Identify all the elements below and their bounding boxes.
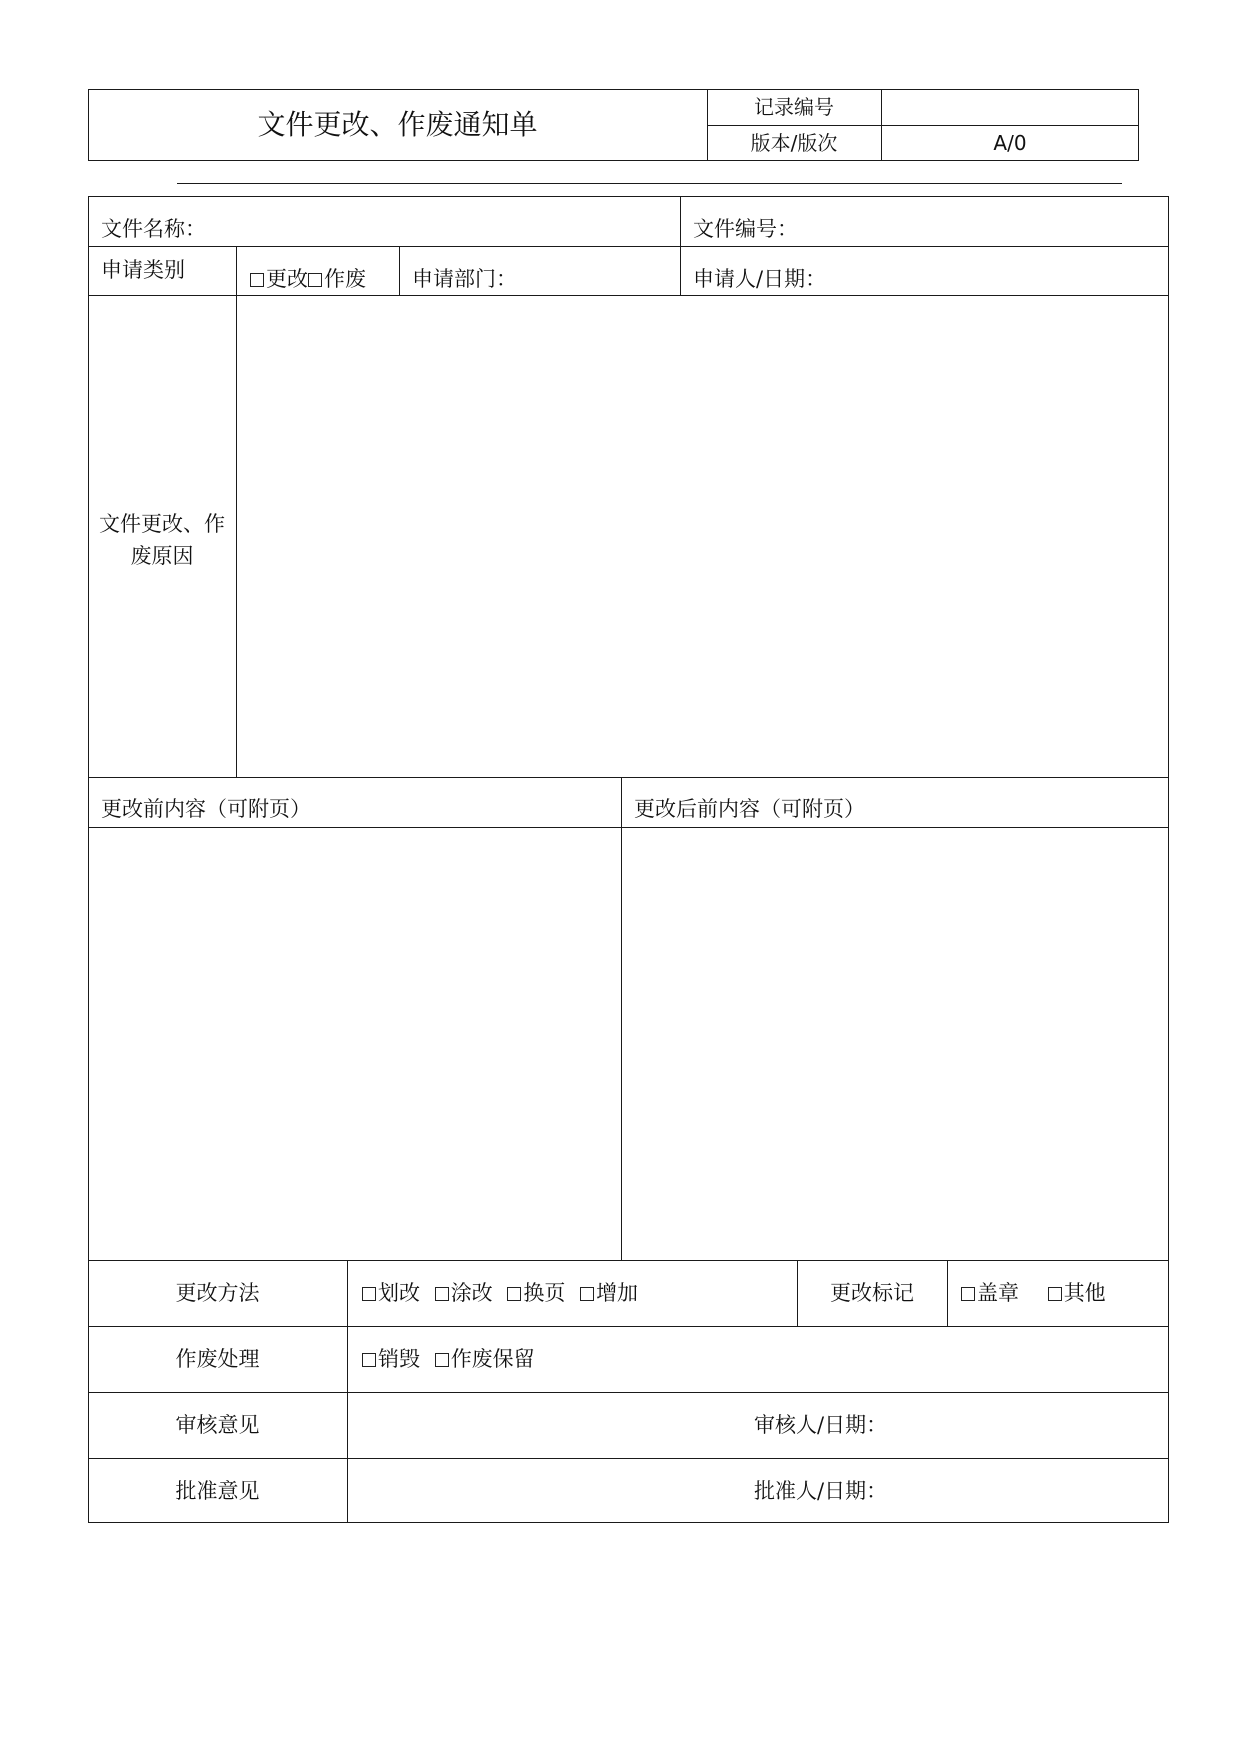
change-method-label: 更改方法	[175, 1281, 260, 1305]
checkbox-smear[interactable]	[435, 1287, 449, 1301]
review-label: 审核意见	[175, 1413, 260, 1437]
col-line	[347, 1260, 348, 1523]
checkbox-change[interactable]	[250, 273, 264, 287]
void-handling-options	[362, 1347, 535, 1371]
row-line	[88, 777, 1169, 778]
header-divider	[707, 125, 1139, 126]
page-title: 文件更改、作废通知单	[257, 108, 538, 141]
option-void-label: 作废	[324, 267, 366, 291]
approval-label: 批准意见	[175, 1479, 260, 1503]
reason-input-area[interactable]	[237, 296, 1168, 776]
reason-label	[88, 508, 236, 572]
change-mark-label: 更改标记	[830, 1281, 914, 1305]
option-smear-label: 涂改	[450, 1281, 493, 1305]
col-line	[947, 1260, 948, 1326]
option-add-label: 增加	[596, 1281, 639, 1305]
approver-date-label: 批准人/日期：	[754, 1479, 888, 1503]
col-line	[399, 246, 400, 295]
row-line	[88, 1392, 1169, 1393]
before-content-area[interactable]	[89, 828, 620, 1259]
checkbox-stamp[interactable]	[961, 1287, 975, 1301]
file-no-label: 文件编号：	[693, 217, 798, 241]
reason-label-line1: 文件更改、作	[99, 512, 225, 536]
row-line	[88, 246, 1169, 247]
checkbox-add[interactable]	[580, 1287, 594, 1301]
option-replace-page-label: 换页	[523, 1281, 566, 1305]
after-content-area[interactable]	[622, 828, 1168, 1259]
option-void-keep-label: 作废保留	[450, 1347, 535, 1371]
option-destroy-label: 销毁	[378, 1347, 420, 1371]
record-no-label: 记录编号	[754, 95, 834, 119]
checkbox-void-keep[interactable]	[435, 1353, 449, 1367]
option-change-label: 更改	[266, 267, 308, 291]
row-line	[88, 1458, 1169, 1459]
option-strike-label: 划改	[378, 1281, 420, 1305]
col-line	[680, 196, 681, 295]
option-other-label: 其他	[1063, 1281, 1106, 1305]
option-stamp-label: 盖章	[977, 1281, 1019, 1305]
apply-type-label: 申请类别	[101, 258, 185, 282]
apply-type-options	[250, 267, 366, 291]
change-mark-options	[961, 1281, 1106, 1305]
apply-dept-label: 申请部门：	[412, 267, 517, 291]
row-line	[88, 1260, 1169, 1261]
applicant-date-label: 申请人/日期：	[693, 267, 827, 291]
checkbox-strike[interactable]	[362, 1287, 376, 1301]
after-content-label: 更改后前内容（可附页）	[634, 797, 865, 821]
header-separator-line	[177, 183, 1122, 184]
file-name-label: 文件名称：	[101, 217, 206, 241]
row-line	[88, 1326, 1169, 1327]
checkbox-void[interactable]	[308, 273, 322, 287]
checkbox-other[interactable]	[1048, 1287, 1062, 1301]
change-method-options	[362, 1281, 638, 1305]
version-label: 版本/版次	[750, 131, 838, 155]
checkbox-destroy[interactable]	[362, 1353, 376, 1367]
checkbox-replace-page[interactable]	[507, 1287, 521, 1301]
before-content-label: 更改前内容（可附页）	[101, 797, 311, 821]
version-value: A/0	[993, 131, 1027, 155]
reviewer-date-label: 审核人/日期：	[754, 1413, 888, 1437]
void-handling-label: 作废处理	[175, 1347, 260, 1371]
reason-label-line2: 废原因	[130, 544, 194, 568]
